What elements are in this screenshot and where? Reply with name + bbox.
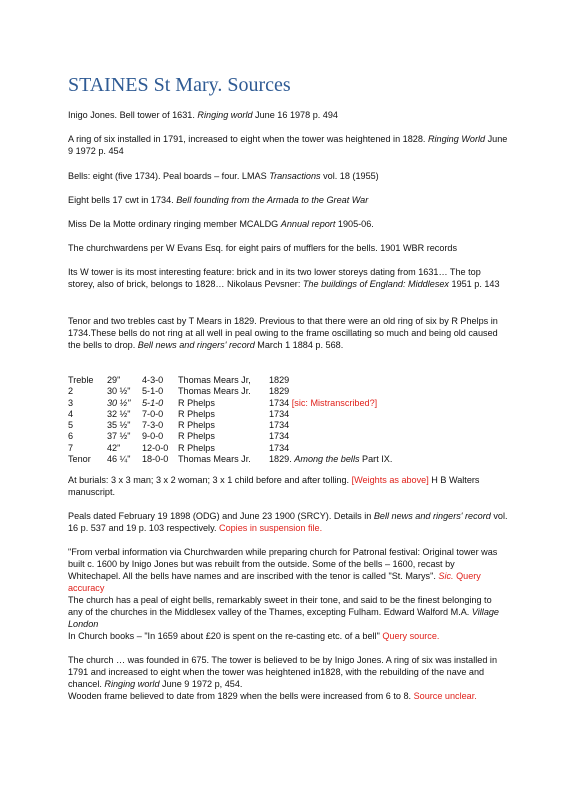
text-run: vol. 18 (1955) bbox=[320, 171, 379, 181]
bell-founder: R Phelps bbox=[178, 431, 215, 442]
source-paragraph bbox=[68, 546, 508, 594]
text-run: Transactions bbox=[269, 171, 321, 181]
bell-diameter: 42" bbox=[107, 442, 121, 453]
bell-weight: 4-3-0 bbox=[142, 375, 164, 385]
text-run: Bells: eight (five 1734). Peal boards – four. LMAS bbox=[68, 171, 270, 181]
bell-row bbox=[68, 454, 392, 465]
text-run: 1734 bbox=[269, 420, 290, 431]
annotation-text: Sic. bbox=[438, 571, 454, 581]
bell-diameter: 29" bbox=[107, 375, 121, 385]
bell-diameter: 35 ½" bbox=[107, 420, 131, 431]
bell-founder: R Phelps bbox=[178, 442, 215, 453]
annotation-text: Copies in suspension file. bbox=[219, 523, 323, 533]
source-paragraph bbox=[68, 690, 508, 702]
source-paragraph bbox=[68, 133, 508, 157]
text-run: Among the bells bbox=[294, 454, 360, 465]
bell-weight: 5-1-0 bbox=[142, 386, 164, 397]
annotation-text: [Weights as above] bbox=[351, 475, 429, 485]
text-run: A ring of six installed in 1791, increased to eight when the tower was heightened in 1828. bbox=[68, 134, 428, 144]
bell-name: 6 bbox=[68, 431, 74, 442]
text-run: The church has a peal of eight bells, remarkably sweet in their tone, and said to be the finest belonging to any of the churches in the Middlesex valley of the Thames, excepting Fulham. Edward Walford M.A. bbox=[68, 595, 492, 617]
bell-weight: 9-0-0 bbox=[142, 431, 164, 442]
text-run: Bell news and ringers' record bbox=[373, 511, 491, 521]
bell-row bbox=[68, 375, 392, 386]
bell-name: 7 bbox=[68, 442, 74, 453]
bell-date bbox=[269, 375, 392, 386]
source-paragraph bbox=[68, 510, 508, 534]
text-run: Ringing world bbox=[104, 679, 160, 689]
text-run: June 9 1972 p. 454 bbox=[68, 134, 508, 156]
source-paragraph bbox=[68, 194, 508, 206]
text-run: In Church books – "In 1659 about £20 is spent on the re-casting etc. of a bell" bbox=[68, 631, 383, 641]
text-run: Village London bbox=[68, 607, 499, 629]
bell-founder: R Phelps bbox=[178, 420, 215, 431]
text-run: Its W tower is its most interesting feature: brick and in its two lower storeys dating from 1631… The top storey, also of brick, belongs to 1828… Nikolaus Pevsner: bbox=[68, 267, 481, 289]
annotation-text: Query source. bbox=[382, 631, 440, 641]
text-run: At burials: 3 x 3 man; 3 x 2 woman; 3 x 1 child before and after tolling. bbox=[68, 475, 352, 485]
text-run: 1734 bbox=[269, 431, 290, 442]
text-run: 1829 bbox=[269, 375, 290, 385]
bell-founder: R Phelps bbox=[178, 397, 215, 408]
bell-date bbox=[269, 386, 392, 397]
text-run: 1829 bbox=[269, 386, 290, 397]
text-run: vol. 16 p. 537 and 19 p. 103 respectively. bbox=[68, 511, 508, 533]
text-run: "From verbal information via Churchwarden while preparing church for Patronal festival: Original tower was built c. 1600 by Inigo Jones but was rebuilt from the outside. Some of the bells – 1600, recast by Whitechapel. All the bells have names and are inscribed with the tenor is called "St. Marys". bbox=[68, 547, 498, 581]
source-paragraph bbox=[68, 170, 508, 182]
bell-row bbox=[68, 386, 392, 397]
source-paragraph bbox=[68, 218, 508, 230]
text-run: June 9 1972 p, 454. bbox=[159, 679, 243, 689]
bell-date bbox=[269, 409, 392, 420]
bell-date bbox=[269, 454, 392, 465]
annotation-text: Source unclear. bbox=[413, 691, 477, 701]
source-paragraph bbox=[68, 474, 508, 498]
bell-diameter: 30 ½" bbox=[107, 386, 131, 397]
bell-row bbox=[68, 409, 392, 420]
bell-founder: Thomas Mears Jr. bbox=[178, 454, 251, 465]
bell-date bbox=[269, 443, 392, 454]
text-run: The churchwardens per W Evans Esq. for eight pairs of mufflers for the bells. 1901 WBR records bbox=[68, 243, 458, 253]
bell-weight: 18-0-0 bbox=[142, 454, 169, 465]
text-run: Part IX. bbox=[359, 454, 393, 465]
text-run: The buildings of England: Middlesex bbox=[302, 279, 449, 289]
bells-table bbox=[68, 375, 392, 465]
bell-name: 4 bbox=[68, 408, 74, 419]
source-paragraph bbox=[68, 242, 508, 254]
text-run: 1905-06. bbox=[335, 219, 374, 229]
bell-founder: Thomas Mears Jr. bbox=[178, 386, 251, 397]
text-run: Tenor and two trebles cast by T Mears in 1829. Previous to that there were an old ring of six by R Phelps in 1734.These bells do not ring at all well in peal owing to the frame oscillating so much and being old caused the bells to drop. bbox=[68, 316, 498, 350]
source-paragraph bbox=[68, 315, 508, 351]
text-run: 1829. bbox=[269, 454, 295, 465]
bell-diameter: 37 ½" bbox=[107, 431, 131, 442]
text-run: Eight bells 17 cwt in 1734. bbox=[68, 195, 177, 205]
bell-founder: Thomas Mears Jr, bbox=[178, 375, 251, 385]
text-run: 1734 bbox=[269, 408, 290, 419]
annotation-text: Query accuracy bbox=[68, 571, 481, 593]
annotation-text: [sic: Mistranscribed?] bbox=[291, 397, 378, 408]
source-paragraph bbox=[68, 266, 508, 290]
text-run: Peals dated February 19 1898 (ODG) and June 23 1900 (SRCY). Details in bbox=[68, 511, 374, 521]
text-run: Ringing World bbox=[427, 134, 486, 144]
text-run: H B Walters manuscript. bbox=[68, 475, 480, 497]
bell-weight: 12-0-0 bbox=[142, 442, 169, 453]
bell-diameter: 46 ¼" bbox=[107, 454, 131, 465]
bell-row bbox=[68, 431, 392, 442]
source-paragraph bbox=[68, 630, 508, 642]
text-run: Annual report bbox=[280, 219, 336, 229]
bell-diameter: 32 ½" bbox=[107, 408, 131, 419]
bell-name: 3 bbox=[68, 397, 74, 408]
bell-weight: 7-3-0 bbox=[142, 420, 164, 431]
bell-date bbox=[269, 431, 392, 442]
page-title: STAINES St Mary. Sources bbox=[68, 74, 291, 96]
text-run: 1951 p. 143 bbox=[448, 279, 500, 289]
bell-name: Treble bbox=[68, 375, 94, 385]
bell-name: 5 bbox=[68, 420, 74, 431]
text-run: June 16 1978 p. 494 bbox=[252, 110, 338, 120]
bell-weight: 7-0-0 bbox=[142, 408, 164, 419]
bell-date bbox=[269, 398, 392, 409]
text-run: Wooden frame believed to date from 1829 when the bells were increased from 6 to 8. bbox=[68, 691, 414, 701]
text-run: Ringing world bbox=[197, 110, 253, 120]
bell-weight: 5-1-0 bbox=[142, 397, 164, 408]
source-paragraph bbox=[68, 594, 508, 630]
text-run: March 1 1884 p. 568. bbox=[254, 340, 344, 350]
source-paragraph bbox=[68, 109, 508, 121]
text-run: The church … was founded in 675. The tower is believed to be by Inigo Jones. A ring of six was installed in 1791 and increased to eight when the tower was heightened in1828, with the rebuilding of the nave and chancel. bbox=[68, 655, 497, 689]
bell-founder: R Phelps bbox=[178, 408, 215, 419]
bell-name: 2 bbox=[68, 386, 74, 397]
text-run: Bell news and ringers' record bbox=[137, 340, 255, 350]
bell-row bbox=[68, 443, 392, 454]
text-run: Bell founding from the Armada to the Great War bbox=[176, 195, 369, 205]
bell-name: Tenor bbox=[68, 454, 91, 465]
source-paragraph bbox=[68, 654, 508, 690]
bell-date bbox=[269, 420, 392, 431]
text-run: 1734 bbox=[269, 442, 290, 453]
text-run: Inigo Jones. Bell tower of 1631. bbox=[68, 110, 198, 120]
bell-diameter: 30 ½" bbox=[107, 397, 131, 408]
text-run: Miss De la Motte ordinary ringing member MCALDG bbox=[68, 219, 281, 229]
bell-row bbox=[68, 398, 392, 409]
bell-row bbox=[68, 420, 392, 431]
text-run: 1734 bbox=[269, 397, 292, 408]
